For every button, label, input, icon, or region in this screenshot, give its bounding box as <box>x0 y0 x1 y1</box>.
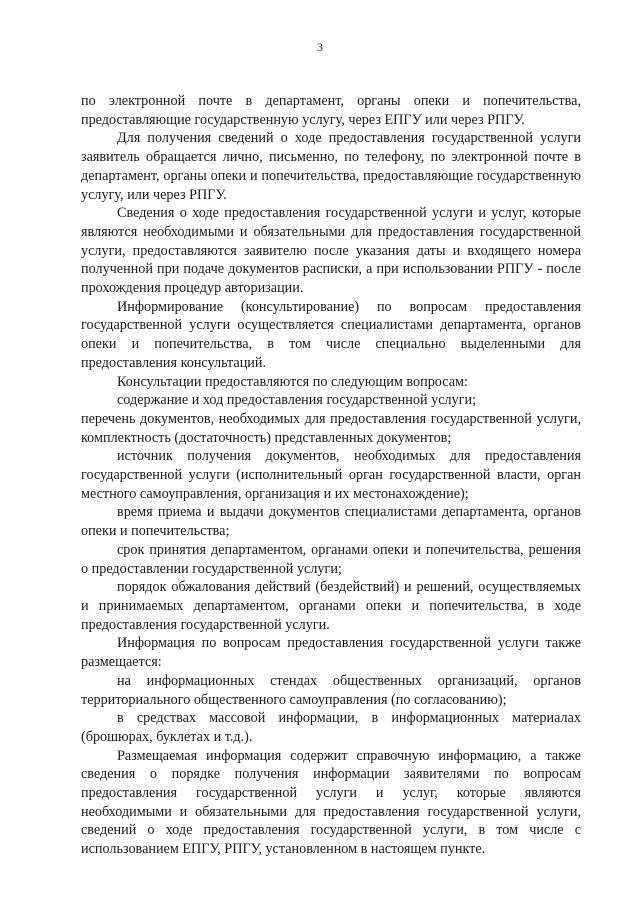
list-item: источник получения документов, необходимых для предоставления государственной услуги (исполнительный орган государственной власти, орган местного самоуправления, организация и их местонахождение); <box>81 448 581 502</box>
paragraph: Информация по вопросам предоставления государственной услуги также размещается: <box>81 635 581 671</box>
paragraph: Размещаемая информация содержит справочную информацию, а также сведения о порядке получения информации заявителями по вопросам предоставления государственной услуги и услуг, которые являются необходимыми и обязательными для предоставления государственной услуги, сведений о ходе предоставления государственной услуги, в том числе с использованием ЕПГУ, РПГУ, установленном в настоящем пункте. <box>81 747 581 858</box>
list-item: срок принятия департаментом, органами опеки и попечительства, решения о предоставлении государственной услуги; <box>81 541 581 577</box>
list-item: порядок обжалования действий (бездействий) и решений, осуществляемых и принимаемых департаментом, органами опеки и попечительства, в ходе предоставления государственной услуги. <box>81 579 581 633</box>
list-item: на информационных стендах общественных организаций, органов территориального общественного самоуправления (по согласованию); <box>81 672 581 708</box>
list-item: время приема и выдачи документов специалистами департамента, органов опеки и попечительства; <box>81 504 581 540</box>
paragraph: Сведения о ходе предоставления государственной услуги и услуг, которые являются необходимыми и обязательными для предоставления государственной услуги, предоставляются заявителю после указания даты и входящего номера полученной при подаче документов расписки, а при использовании РПГУ - после прохождения процедур авторизации. <box>81 205 581 297</box>
list-item: перечень документов, необходимых для предоставления государственной услуги, комплектность (достаточность) представленных документов; <box>81 410 581 446</box>
list-item: в средствах массовой информации, в информационных материалах (брошюрах, буклетах и т.д.). <box>81 710 581 745</box>
body-text <box>81 92 581 859</box>
page-number: 3 <box>317 40 323 54</box>
list-item: содержание и ход предоставления государственной услуги; <box>117 392 477 409</box>
paragraph: Для получения сведений о ходе предоставления государственной услуги заявитель обращается лично, письменно, по телефону, по электронной почте в департамент, органы опеки и попечительства, предоставляющие государственную услугу, или через РПГУ. <box>81 130 581 203</box>
paragraph: по электронной почте в департамент, органы опеки и попечительства, предоставляющие государственную услугу, через ЕПГУ или через РПГУ. <box>81 93 581 128</box>
paragraph: Информирование (консультирование) по вопросам предоставления государственной услуги осуществляется специалистами департамента, органов опеки и попечительства, в том числе специально выделенными для предоставления консультаций. <box>81 298 581 371</box>
paragraph: Консультации предоставляются по следующим вопросам: <box>117 373 468 390</box>
